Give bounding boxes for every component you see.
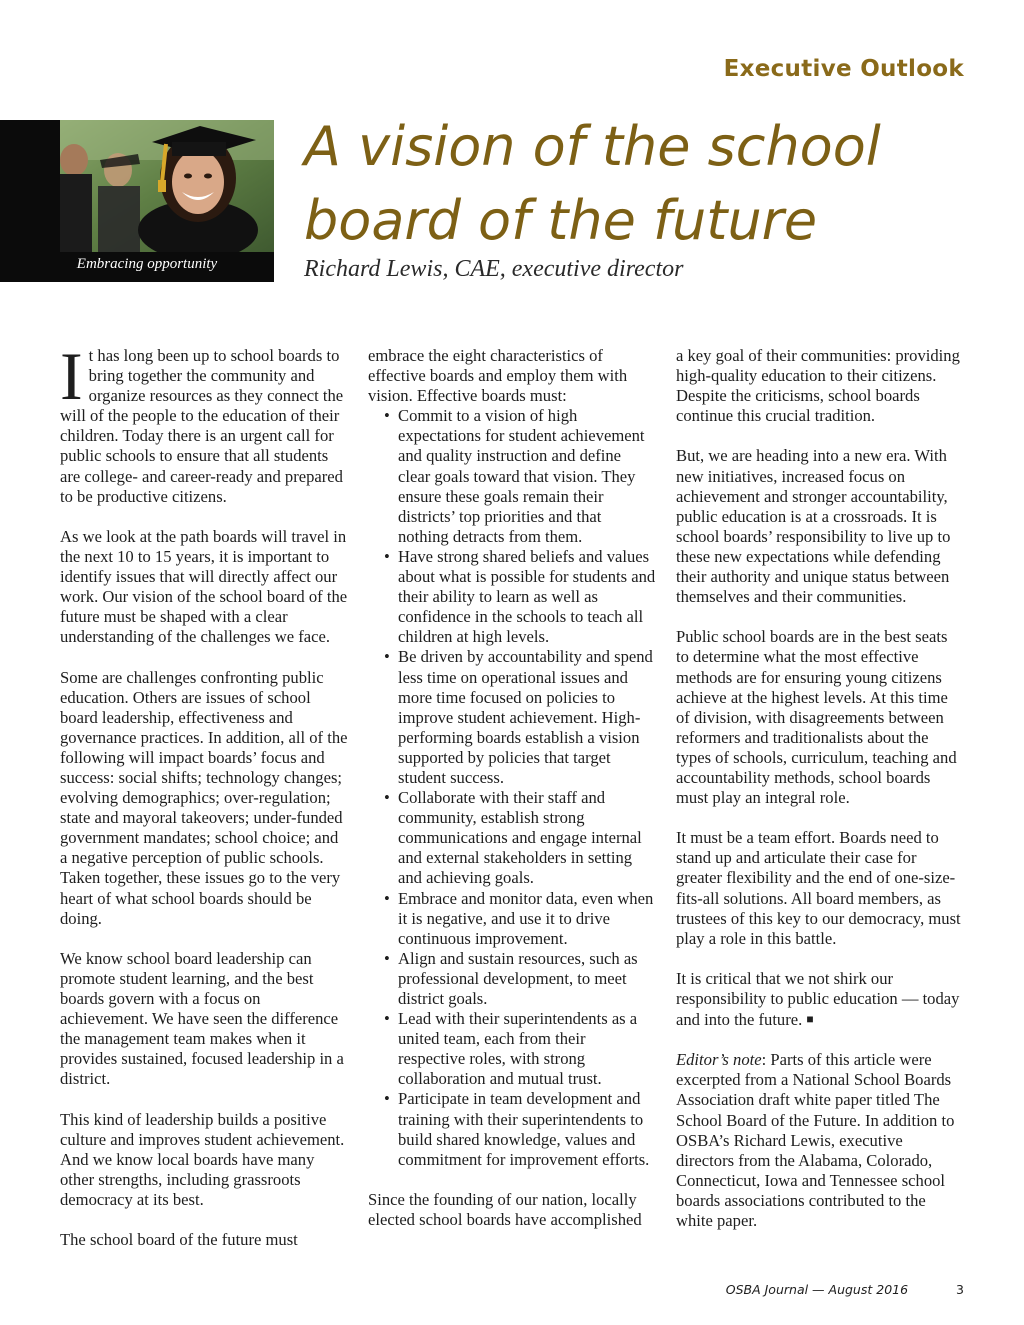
- list-item: • Collaborate with their staff and community, establish strong communications and engage internal and external stakeholders in setting and achieving goals.: [384, 788, 642, 888]
- bullet-icon: •: [384, 546, 390, 566]
- bullet-icon: •: [384, 1009, 390, 1029]
- characteristics-list: [368, 406, 656, 1170]
- graduate-photo: [60, 120, 274, 252]
- paragraph: Since the founding of our nation, locally elected school boards have accomplished: [368, 1189, 642, 1230]
- bullet-icon: •: [384, 788, 390, 808]
- bullet-icon: •: [384, 1089, 390, 1109]
- paragraph: As we look at the path boards will travel in the next 10 to 15 years, it is important to identify issues that will directly affect our work. Our vision of the school board of the future must be shaped with a clear understanding of the challenges we face.: [60, 526, 348, 647]
- paragraph: But, we are heading into a new era. With new initiatives, increased focus on achievement and stronger accountability, public education is at a crossroads. It is school boards’ responsibility to live up to these new expectations while defending their authority and unique status between themselves and their communities.: [676, 446, 951, 607]
- paragraph: We know school board leadership can promote student learning, and the best boards govern with a focus on achievement. We have seen the difference the management team makes when it provides sustained, focused leadership in a district.: [60, 948, 344, 1089]
- list-item: • Align and sustain resources, such as professional development, to meet district goals.: [384, 948, 638, 1008]
- column-1: [60, 338, 348, 1270]
- list-item: • Commit to a vision of high expectations for student achievement and quality instruction and define clear goals toward that vision. They ensure these goals remain their districts’ top priorities and that nothing detracts from them.: [384, 406, 645, 546]
- column-2: [368, 346, 656, 1250]
- list-item: • Be driven by accountability and spend less time on operational issues and more time focused on policies to improve student achievement. High-performing boards establish a vision supported by policies that target student success.: [384, 647, 653, 787]
- paragraph: It must be a team effort. Boards need to stand up and articulate their case for greater flexibility and the end of one-size-fits-all solutions. All board members, as trustees of this key to our democracy, must play a role in this battle.: [676, 828, 961, 948]
- page-number: 3: [956, 1282, 964, 1297]
- list-item: • Participate in team development and training with their superintendents to build shared knowledge, values and commitment for improvement efforts.: [384, 1089, 650, 1169]
- photo-caption: Embracing opportunity: [76, 256, 218, 272]
- list-item: • Lead with their superintendents as a united team, each from their respective roles, with strong collaboration and mutual trust.: [384, 1009, 638, 1089]
- paragraph: This kind of leadership builds a positive culture and improves student achievement. And we know local boards have many other strengths, including grassroots democracy at its best.: [60, 1109, 345, 1209]
- bullet-icon: •: [384, 948, 390, 968]
- column-3: [676, 346, 964, 1251]
- note-label: Editor’s note: [676, 1050, 762, 1070]
- paragraph: It has long been up to school boards to bring together the community and organize resources as they connect the will of the people to the education of their children. Today there is an urgent call for public schools to ensure that all students are college- and career-ready and prepared to be productive citizens.: [60, 338, 344, 506]
- bullet-icon: •: [384, 888, 390, 908]
- paragraph: Public school boards are in the best seats to determine what the most effective methods are for ensuring young citizens achieve at the highest levels. At this time of division, with disagreements between reformers and traditionalists about the types of schools, curriculum, teaching and accountability methods, school boards must play an integral role.: [676, 627, 957, 808]
- paragraph: It is critical that we not shirk our responsibility to public education — today and into the future. ■: [676, 968, 960, 1030]
- section-label: Executive Outlook: [723, 56, 964, 82]
- paragraph: Some are challenges confronting public education. Others are issues of school board leadership, effectiveness and governance practices. In addition, all of the following will impact boards’ focus and success: social shifts; technology changes; evolving demographics; over-regulation; state and mayoral takeovers; under-funded government mandates; school choice; and a negative perception of public schools. Taken together, these issues go to the very heart of what school boards should be doing.: [60, 667, 348, 928]
- feature-photo: [0, 120, 274, 282]
- page-footer: [726, 1282, 964, 1297]
- journal-issue: OSBA Journal — August 2016: [725, 1282, 909, 1297]
- bullet-icon: •: [384, 406, 390, 426]
- paragraph: The school board of the future must: [60, 1230, 298, 1250]
- byline: Richard Lewis, CAE, executive director: [304, 256, 684, 282]
- paragraph: embrace the eight characteristics of effective boards and employ them with vision. Effective boards must:: [368, 346, 628, 406]
- bullet-icon: •: [384, 647, 390, 667]
- list-item: • Embrace and monitor data, even when it is negative, and use it to drive continuous improvement.: [384, 888, 654, 948]
- paragraph: a key goal of their communities: providing high-quality education to their citizens. Despite the criticisms, school boards continue this crucial tradition.: [676, 346, 960, 426]
- drop-cap: I: [60, 338, 83, 414]
- editors-note: Editor’s note: Parts of this article were excerpted from a National School Boards Association draft white paper titled The School Board of the Future. In addition to OSBA’s Richard Lewis, executive directors from the Alabama, Colorado, Connecticut, Iowa and Tennessee school boards associations contributed to the white paper.: [676, 1050, 955, 1231]
- article-headline: A vision of the school board of the future: [304, 115, 881, 252]
- end-mark-icon: ■: [806, 1012, 814, 1027]
- list-item: • Have strong shared beliefs and values about what is possible for students and their ability to learn as well as confidence in the schools to teach all children at high levels.: [384, 546, 656, 647]
